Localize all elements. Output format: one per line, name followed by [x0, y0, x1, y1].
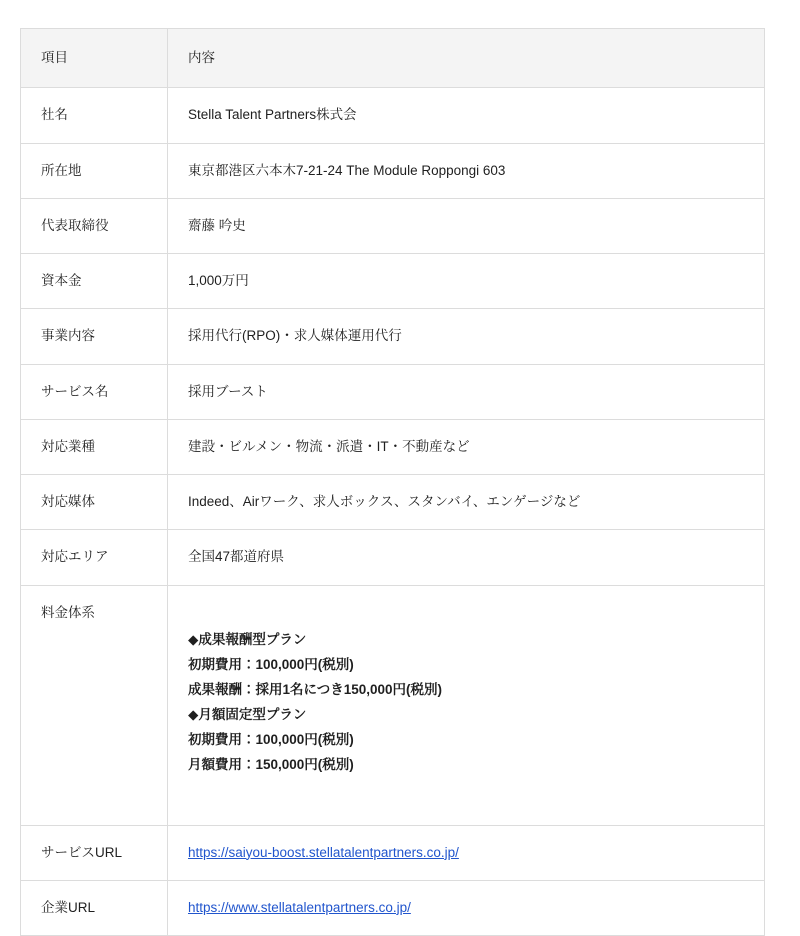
row-label-address: 所在地 — [21, 143, 168, 198]
row-label-media: 対応媒体 — [21, 475, 168, 530]
row-label-representative: 代表取締役 — [21, 198, 168, 253]
row-label-service-url: サービスURL — [21, 825, 168, 880]
column-header-item: 項目 — [21, 29, 168, 88]
company-url-link[interactable]: https://www.stellatalentpartners.co.jp/ — [188, 899, 411, 915]
row-value-business: 採用代行(RPO)・求人媒体運用代行 — [168, 309, 765, 364]
row-value-company-name: Stella Talent Partners株式会 — [168, 88, 765, 143]
row-label-company-url: 企業URL — [21, 880, 168, 935]
row-value-service-name: 採用ブースト — [168, 364, 765, 419]
row-label-service-name: サービス名 — [21, 364, 168, 419]
pricing-line: ◆月額固定型プラン — [188, 706, 307, 722]
row-value-area: 全国47都道府県 — [168, 530, 765, 585]
pricing-line: ◆成果報酬型プラン — [188, 631, 307, 647]
pricing-line: 初期費用：100,000円(税別) — [188, 656, 354, 672]
row-label-industries: 対応業種 — [21, 419, 168, 474]
table-row — [21, 143, 765, 198]
row-label-area: 対応エリア — [21, 530, 168, 585]
table-row — [21, 198, 765, 253]
row-value-industries: 建設・ビルメン・物流・派遣・IT・不動産など — [168, 419, 765, 474]
row-value-company-url — [168, 880, 765, 935]
table-row — [21, 825, 765, 880]
row-value-pricing — [168, 585, 765, 825]
table-row-pricing — [21, 585, 765, 825]
pricing-line: 初期費用：100,000円(税別) — [188, 731, 354, 747]
table-row — [21, 309, 765, 364]
row-value-media: Indeed、Airワーク、求人ボックス、スタンバイ、エンゲージなど — [168, 475, 765, 530]
service-url-link[interactable]: https://saiyou-boost.stellatalentpartners.co.jp/ — [188, 844, 459, 860]
table-row — [21, 364, 765, 419]
table-header-row — [21, 29, 765, 88]
row-label-pricing: 料金体系 — [21, 585, 168, 825]
table-header — [21, 29, 765, 88]
pricing-block — [188, 602, 748, 784]
table-row — [21, 88, 765, 143]
row-value-address: 東京都港区六本木7-21-24 The Module Roppongi 603 — [168, 143, 765, 198]
table-row — [21, 880, 765, 935]
row-label-business: 事業内容 — [21, 309, 168, 364]
row-value-service-url — [168, 825, 765, 880]
table-row — [21, 419, 765, 474]
table-body — [21, 88, 765, 936]
row-value-capital: 1,000万円 — [168, 254, 765, 309]
table-row — [21, 254, 765, 309]
row-label-capital: 資本金 — [21, 254, 168, 309]
table-row — [21, 530, 765, 585]
table-row — [21, 475, 765, 530]
pricing-line: 月額費用：150,000円(税別) — [188, 756, 354, 772]
company-info-table — [20, 28, 765, 936]
row-label-company-name: 社名 — [21, 88, 168, 143]
row-value-representative: 齋藤 吟史 — [168, 198, 765, 253]
column-header-content: 内容 — [168, 29, 765, 88]
pricing-line: 成果報酬：採用1名につき150,000円(税別) — [188, 681, 443, 697]
